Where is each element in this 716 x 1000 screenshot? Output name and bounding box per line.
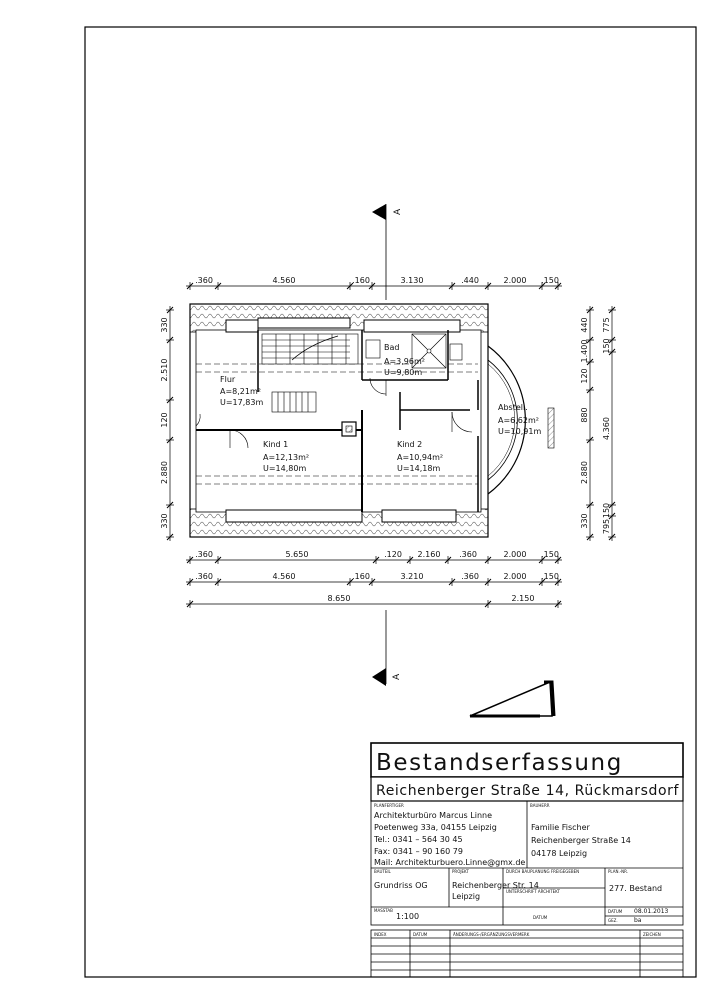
- chimney-flue: [346, 426, 352, 432]
- dimension-label: 2.160: [417, 550, 441, 559]
- dimension-chain-top: [186, 276, 562, 290]
- dimension-label: .150: [541, 572, 559, 581]
- plan-nr-label: PLAN.-NR.: [608, 869, 629, 874]
- dimension-label: 2.510: [160, 358, 169, 382]
- rev-header: ÄNDERUNGS-/ERGÄNZUNGSVERMERK: [453, 932, 530, 937]
- dimension-label: 150: [602, 502, 611, 519]
- plan-nr-value: 277. Bestand: [609, 884, 663, 893]
- section-marker-bottom: [372, 610, 402, 686]
- dimension-label: 3.130: [400, 276, 424, 285]
- room-perimeter: U=9,80m: [384, 368, 423, 377]
- dimension-label: 2.000: [503, 550, 527, 559]
- rev-header: INDEX: [374, 932, 387, 937]
- dimension-label: .150: [541, 550, 559, 559]
- room-perimeter: U=10,91m: [498, 427, 542, 436]
- dimension-label: 4.560: [272, 276, 296, 285]
- dimension-label: 330: [160, 317, 169, 333]
- bauherr-line: Familie Fischer: [531, 823, 590, 832]
- bauteil-value: Grundriss OG: [374, 881, 428, 890]
- section-label: A: [393, 208, 403, 215]
- planverfasser-line: Fax: 0341 – 90 160 79: [374, 847, 463, 856]
- floor-plan: [190, 304, 554, 537]
- room-area: A=10,94m²: [397, 453, 444, 462]
- dimension-label: 4.360: [602, 417, 611, 440]
- rev-header: ZEICHEN: [643, 932, 661, 937]
- dimension-chain-left: [160, 306, 174, 541]
- dimension-label: 2.000: [503, 276, 527, 285]
- room-name: Kind 2: [397, 440, 423, 449]
- projekt-label: PROJEKT: [452, 869, 469, 874]
- planverfasser-line: Tel.: 0341 – 564 30 45: [374, 835, 463, 844]
- dimension-label: 4.560: [272, 572, 296, 581]
- datum-label: DATUM: [533, 915, 548, 920]
- dimension-label: .440: [461, 276, 479, 285]
- dimension-label: 5.650: [285, 550, 309, 559]
- gez-value: ba: [634, 917, 642, 924]
- bottom-wall-notches: [226, 510, 456, 522]
- planverfasser-line: Poetenweg 33a, 04155 Leipzig: [374, 823, 497, 832]
- title-text: Bestandserfassung: [376, 750, 623, 776]
- dimension-label: .120: [384, 550, 402, 559]
- dimension-label: 2.880: [580, 461, 589, 484]
- planverfasser-line: Mail: Architekturbuero.Linne@gmx.de: [374, 858, 526, 867]
- rev-header: DATUM: [413, 932, 428, 937]
- dimension-chain-right-1: [580, 306, 594, 541]
- dimension-label: 440: [580, 317, 589, 333]
- dimension-chain-right-2: [602, 306, 616, 541]
- freigabe-label: DURCH BAUPLANUNG FREIGEGEBEN: [506, 869, 580, 874]
- dimension-label: 1.400: [580, 339, 589, 363]
- room-area: A=8,21m²: [220, 387, 261, 396]
- bauherr-line: 04178 Leipzig: [531, 849, 588, 858]
- room-name: Abstell.: [498, 403, 528, 412]
- datum-value: 08.01.2013: [634, 908, 669, 915]
- room-area: A=6,62m²: [498, 416, 539, 425]
- room-area: A=3,96m²: [384, 357, 425, 366]
- room-name: Flur: [220, 375, 236, 384]
- dimension-label: .360: [195, 276, 213, 285]
- dimension-chain-bottom-1: [186, 550, 562, 564]
- room-label-abstell: [498, 403, 541, 436]
- massstab-value: 1:100: [396, 912, 420, 921]
- room-name: Kind 1: [263, 440, 289, 449]
- dimension-label: 150: [602, 338, 611, 354]
- dimension-label: .360: [461, 572, 479, 581]
- projekt-line: Reichenberger Str. 14: [452, 881, 539, 890]
- projekt-line: Leipzig: [452, 892, 481, 901]
- dimension-label: 3.210: [400, 572, 424, 581]
- dimension-label: .160: [352, 572, 370, 581]
- planverfasser-label: PLANFERTIGER: [374, 803, 404, 808]
- bauteil-label: BAUTEIL: [374, 869, 391, 874]
- room-area: A=12,13m²: [263, 453, 310, 462]
- dimension-label: .360: [459, 550, 477, 559]
- subtitle-text: Reichenberger Straße 14, Rückmarsdorf: [376, 783, 680, 799]
- dimension-chain-bottom-2: [186, 572, 562, 586]
- dimension-label: .160: [352, 276, 370, 285]
- dimension-label: .150: [541, 276, 559, 285]
- dimension-label: 2.880: [160, 461, 169, 484]
- gez-label: GEZ.: [608, 918, 618, 923]
- massstab-label: MASSTAB: [374, 908, 393, 913]
- dimension-label: 880: [580, 407, 589, 423]
- dimension-label: 8.650: [327, 594, 351, 603]
- title-block: [371, 743, 683, 977]
- dimension-label: .360: [195, 550, 213, 559]
- dimension-chain-bottom-3: [186, 594, 562, 608]
- planverfasser-line: Architekturbüro Marcus Linne: [374, 811, 493, 820]
- dimension-label: .360: [195, 572, 213, 581]
- dimension-label: 2.000: [503, 572, 527, 581]
- dimension-label: 775: [602, 317, 611, 333]
- datum-label: DATUM: [608, 909, 623, 914]
- bauherr-line: Reichenberger Straße 14: [531, 836, 631, 845]
- room-name: Bad: [384, 343, 400, 352]
- dimension-label: 330: [580, 513, 589, 529]
- bay-sill: [548, 408, 554, 448]
- north-arrow: [470, 682, 554, 716]
- dimension-label: 120: [580, 368, 589, 384]
- dimension-label: 2.150: [511, 594, 535, 603]
- section-label: A: [392, 673, 402, 680]
- dimension-label: 120: [160, 412, 169, 428]
- bauherr-label: BAUHERR: [530, 803, 550, 808]
- dimension-label: 795: [602, 518, 611, 535]
- room-perimeter: U=17,83m: [220, 398, 264, 407]
- section-marker-top: [372, 204, 403, 300]
- room-perimeter: U=14,80m: [263, 464, 307, 473]
- unterschrift-label: UNTERSCHRIFT ARCHITEKT: [506, 889, 560, 894]
- dimension-label: 330: [160, 513, 169, 529]
- room-perimeter: U=14,18m: [397, 464, 441, 473]
